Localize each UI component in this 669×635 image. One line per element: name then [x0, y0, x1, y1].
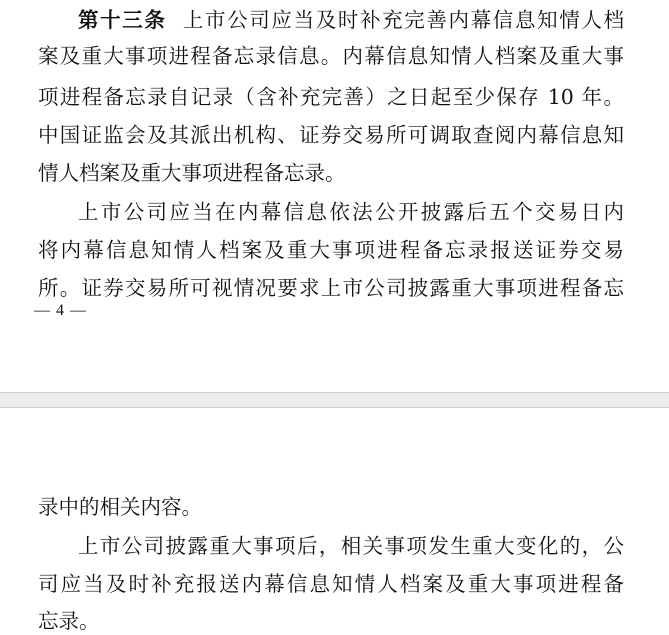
article-13-text: 上市公司应当及时补充完善内幕信息知情人档	[182, 8, 624, 32]
paragraph-3-line-1: 上市公司披露重大事项后，相关事项发生重大变化的，公	[78, 534, 624, 558]
article-13-line-4: 中国证监会及其派出机构、证券交易所可调取查阅内幕信息知	[38, 123, 624, 147]
article-13-heading: 第十三条	[78, 8, 167, 32]
continuation-line: 录中的相关内容。	[38, 495, 202, 519]
paragraph-3-line-3: 忘录。	[38, 609, 100, 633]
article-13-line-2: 案及重大事项进程备忘录信息。内幕信息知情人档案及重大事	[38, 44, 624, 68]
paragraph-2-line-3: 所。证券交易所可视情况要求上市公司披露重大事项进程备忘	[38, 276, 624, 300]
article-13-line-5: 情人档案及重大事项进程备忘录。	[38, 161, 346, 185]
article-13-line-1	[78, 6, 624, 34]
article-13-line-3: 项进程备忘录自记录（含补充完善）之日起至少保存 10 年。	[38, 85, 624, 109]
paragraph-2-line-2: 将内幕信息知情人档案及重大事项进程备忘录报送证券交易	[38, 238, 624, 262]
paragraph-2-line-1: 上市公司应当在内幕信息依法公开披露后五个交易日内	[78, 200, 624, 224]
paragraph-3-line-2: 司应当及时补充报送内幕信息知情人档案及重大事项进程备	[38, 572, 624, 596]
page-separator	[0, 392, 669, 408]
page-number: — 4 —	[34, 302, 87, 319]
document-page-5	[0, 408, 669, 634]
